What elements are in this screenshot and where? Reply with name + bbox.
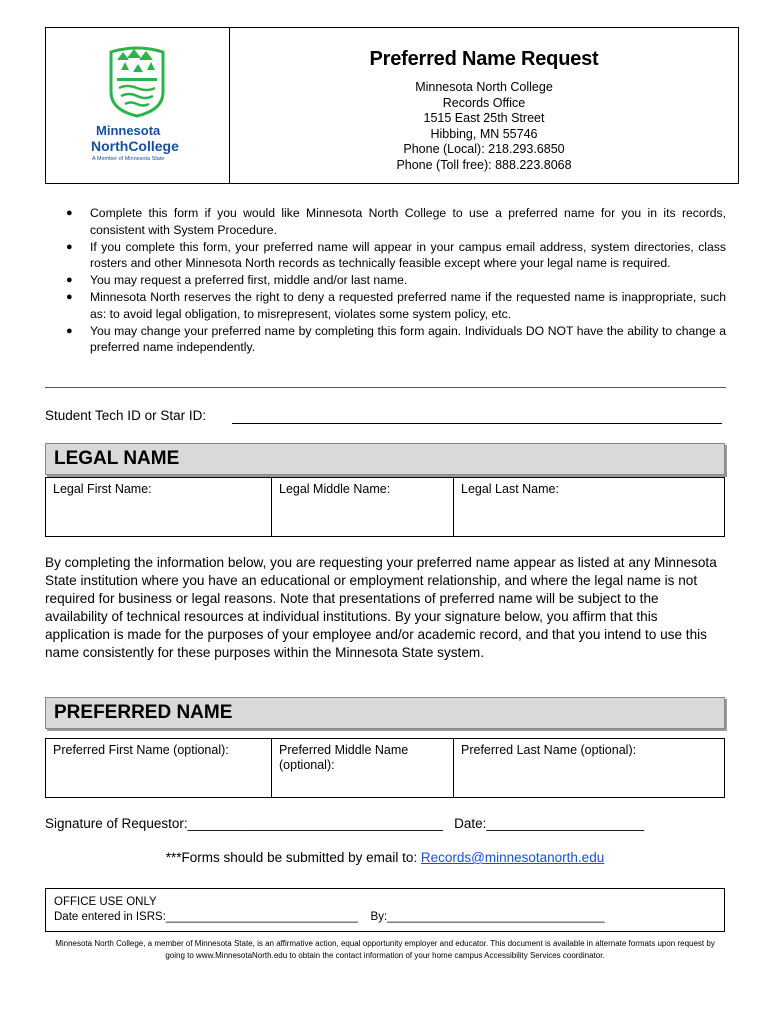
- divider: [45, 387, 726, 388]
- address-block: [230, 80, 738, 173]
- form-title: Preferred Name Request: [369, 48, 599, 70]
- preferred-name-heading: PREFERRED NAME: [45, 697, 725, 729]
- tech-id-label: Student Tech ID or Star ID:: [45, 408, 207, 423]
- address-line: Phone (Toll free): 888.223.8068: [396, 157, 572, 172]
- tech-id-field[interactable]: [232, 423, 722, 424]
- legal-last-name-field[interactable]: Legal Last Name:: [453, 478, 724, 536]
- by-field[interactable]: __________________________________: [387, 911, 605, 923]
- submit-instruction: [0, 850, 770, 865]
- signature-row: [45, 816, 725, 831]
- list-item: ● You may request a preferred first, middle and/or last name.: [66, 273, 408, 288]
- title-cell: [230, 28, 738, 183]
- signature-label: Signature of Requestor:: [45, 816, 188, 831]
- consent-paragraph: By completing the information below, you are requesting your preferred name appear as listed at any Minnesota State institution where you have an educational or employment relationship, and where the legal name is not required for business or legal reasons. Note that presentations of preferred name will be subject to the availability of technical resources at individual institutions. By your signature below, you affirm that this application is made for the purposes of your employee and/or academic record, and that you intend to use this name consistently for these purposes within the Minnesota State system.: [45, 555, 717, 660]
- preferred-first-name-field[interactable]: Preferred First Name (optional):: [53, 743, 229, 757]
- logo-cell: [46, 28, 230, 183]
- list-item: ● Minnesota North reserves the right to deny a requested preferred name if the requested name is inappropriate, such as: to avoid legal obligation, to misrepresent, violates some system policy, etc.: [66, 289, 726, 321]
- bullet-icon: ●: [66, 274, 73, 287]
- logo-text-northcollege: NorthCollege: [91, 138, 179, 154]
- footer-notice: Minnesota North College, a member of Minnesota State, is an affirmative action, equal opportunity employer and educator. This document is available in alternate formats upon request by going to www.MinnesotaNorth.edu to obtain the contact information of your home campus Accessibility Services coordinator.: [55, 939, 715, 960]
- instruction-list: [64, 205, 726, 356]
- legal-first-name-field[interactable]: Legal First Name:: [53, 482, 152, 496]
- bullet-icon: ●: [66, 290, 73, 303]
- bullet-icon: ●: [66, 324, 73, 337]
- tech-id-row: [45, 408, 725, 423]
- bullet-icon: ●: [66, 240, 73, 253]
- office-use-title: OFFICE USE ONLY: [54, 896, 157, 908]
- list-item: ● You may change your preferred name by completing this form again. Individuals DO NOT have the ability to change a preferred name independently.: [66, 323, 726, 355]
- date-label: Date:: [454, 816, 487, 831]
- address-line: Minnesota North College: [415, 80, 553, 94]
- by-label: By:: [370, 911, 388, 923]
- legal-middle-name-field[interactable]: Legal Middle Name:: [271, 478, 453, 536]
- preferred-name-grid: [45, 738, 725, 798]
- date-entered-field[interactable]: ______________________________: [165, 911, 358, 923]
- address-line: Hibbing, MN 55746: [430, 126, 538, 141]
- address-line: Records Office: [442, 95, 526, 110]
- date-entered-label: Date entered in ISRS:: [54, 911, 166, 923]
- header-box: [45, 27, 739, 184]
- preferred-last-name-field[interactable]: Preferred Last Name (optional):: [453, 739, 724, 797]
- college-logo-shield-icon: [107, 46, 167, 118]
- bullet-icon: ●: [66, 207, 73, 219]
- preferred-middle-name-field[interactable]: Preferred Middle Name (optional):: [271, 739, 453, 797]
- list-item: ● Complete this form if you would like Minnesota North College to use a preferred name for you in its records, consistent with System Procedure.: [66, 206, 726, 237]
- logo-text-minnesota: Minnesota: [96, 123, 161, 138]
- legal-name-grid: [45, 477, 725, 537]
- submit-text: ***Forms should be submitted by email to:: [165, 850, 421, 865]
- logo-text-member: A Member of Minnesota State: [92, 156, 165, 162]
- date-field[interactable]: _____________________: [486, 816, 645, 831]
- address-line: Phone (Local): 218.293.6850: [403, 142, 565, 156]
- address-line: 1515 East 25th Street: [423, 111, 545, 125]
- legal-name-heading: LEGAL NAME: [45, 443, 725, 475]
- submit-email-link[interactable]: Records@minnesotanorth.edu: [420, 850, 605, 865]
- office-use-row: [54, 910, 716, 925]
- signature-field[interactable]: __________________________________: [187, 816, 443, 831]
- list-item: ● If you complete this form, your preferred name will appear in your campus email address, system directories, class rosters and other Minnesota North records as technically feasible except where your legal name is required.: [66, 239, 726, 271]
- office-use-box: [45, 888, 725, 932]
